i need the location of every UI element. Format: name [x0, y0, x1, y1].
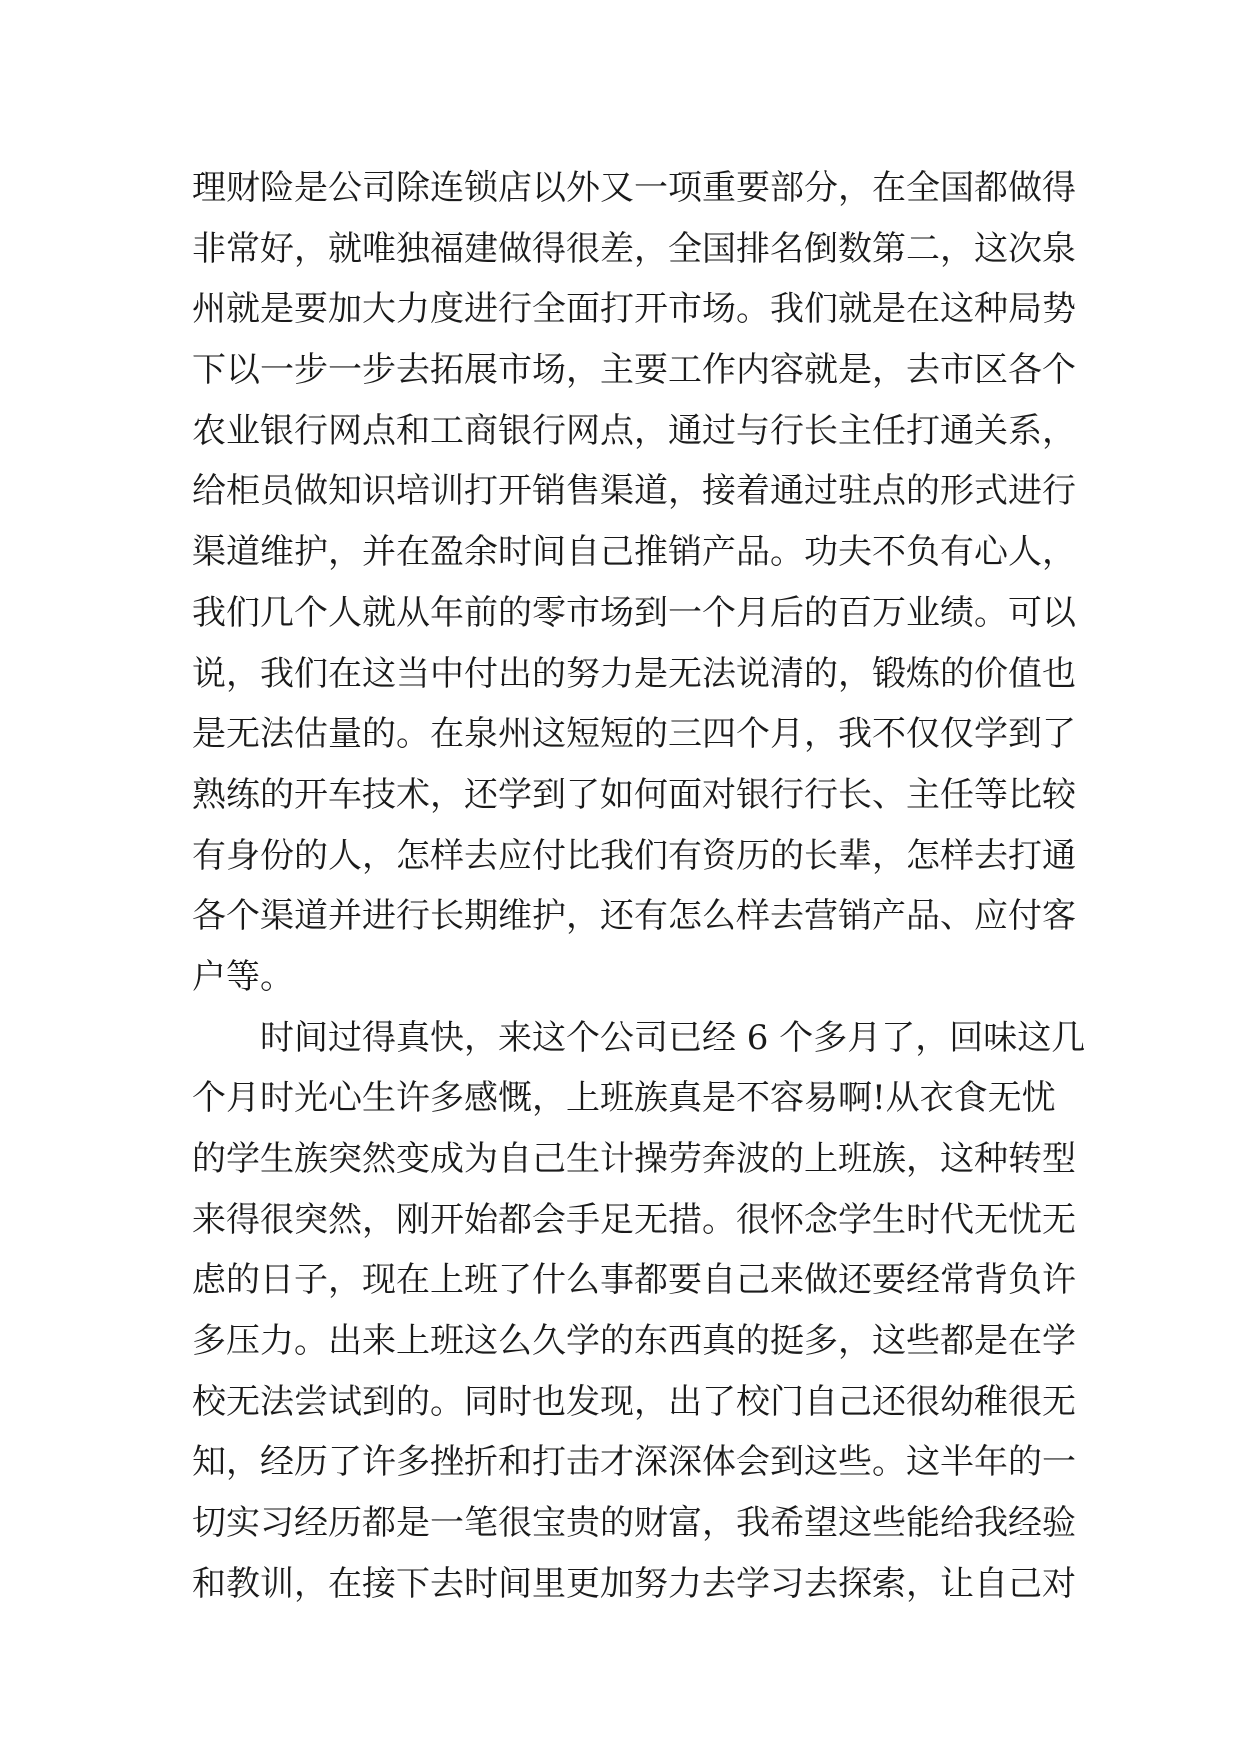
paragraph-2 — [192, 1008, 1086, 1615]
text-line: 下以一步一步去拓展市场，主要工作内容就是，去市区各个 — [192, 350, 1076, 391]
text-line: 渠道维护，并在盈余时间自己推销产品。功夫不负有心人， — [192, 532, 1076, 573]
text-line: 多压力。出来上班这么久学的东西真的挺多，这些都是在学 — [192, 1321, 1076, 1362]
text-line: 虑的日子，现在上班了什么事都要自己来做还要经常背负许 — [192, 1260, 1076, 1301]
body-text — [192, 158, 1086, 1615]
text-line: 时间过得真快，来这个公司已经 6 个多月了，回味这几 — [260, 1017, 1086, 1058]
text-line: 理财险是公司除连锁店以外又一项重要部分，在全国都做得 — [192, 168, 1076, 208]
text-line: 说，我们在这当中付出的努力是无法说清的，锻炼的价值也 — [192, 653, 1076, 694]
text-line: 来得很突然，刚开始都会手足无措。很怀念学生时代无忧无 — [192, 1199, 1076, 1240]
text-line: 切实习经历都是一笔很宝贵的财富，我希望这些能给我经验 — [192, 1503, 1076, 1544]
text-line: 农业银行网点和工商银行网点，通过与行长主任打通关系， — [192, 410, 1076, 451]
text-line: 个月时光心生许多感慨，上班族真是不容易啊!从衣食无忧 — [192, 1078, 1056, 1119]
text-line: 熟练的开车技术，还学到了如何面对银行行长、主任等比较 — [192, 774, 1076, 815]
text-line: 户等。 — [192, 956, 294, 997]
text-line: 给柜员做知识培训打开销售渠道，接着通过驻点的形式进行 — [192, 471, 1076, 512]
text-line: 校无法尝试到的。同时也发现，出了校门自己还很幼稚很无 — [192, 1381, 1076, 1422]
text-line: 州就是要加大力度进行全面打开市场。我们就是在这种局势 — [192, 289, 1076, 330]
text-line: 和教训，在接下去时间里更加努力去学习去探索，让自己对 — [192, 1563, 1076, 1604]
text-line: 知，经历了许多挫折和打击才深深体会到这些。这半年的一 — [192, 1442, 1076, 1483]
text-line: 我们几个人就从年前的零市场到一个月后的百万业绩。可以 — [192, 592, 1076, 633]
text-line: 非常好，就唯独福建做得很差，全国排名倒数第二，这次泉 — [192, 228, 1076, 269]
text-line: 是无法估量的。在泉州这短短的三四个月，我不仅仅学到了 — [192, 714, 1076, 755]
text-line: 的学生族突然变成为自己生计操劳奔波的上班族，这种转型 — [192, 1139, 1076, 1179]
paragraph-1 — [192, 158, 1076, 1008]
text-line: 有身份的人，怎样去应付比我们有资历的长辈，怎样去打通 — [192, 835, 1076, 876]
text-line: 各个渠道并进行长期维护，还有怎么样去营销产品、应付客 — [192, 896, 1076, 937]
